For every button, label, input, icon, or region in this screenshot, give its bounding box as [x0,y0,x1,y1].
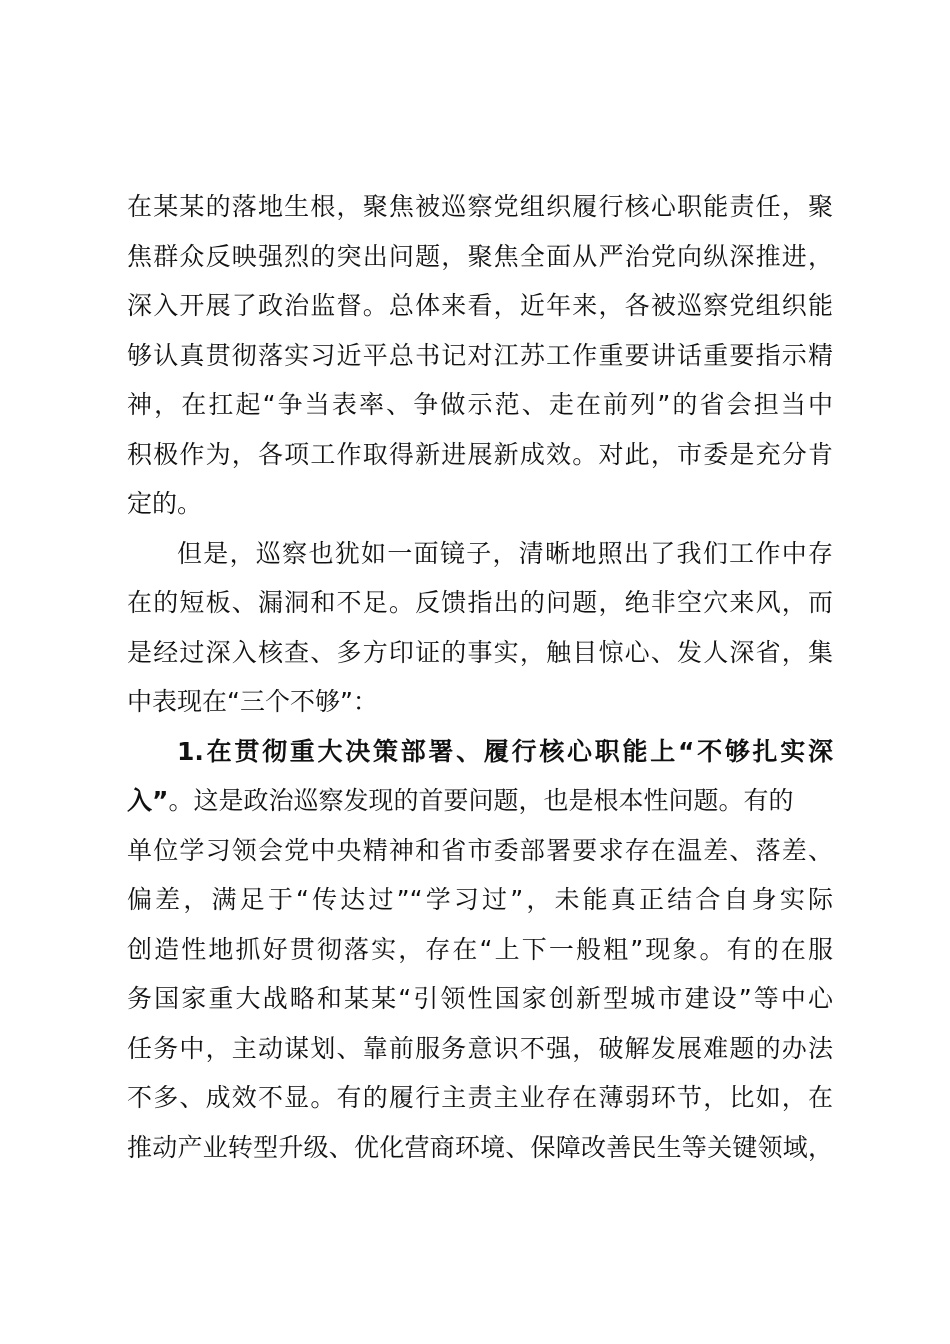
paragraph-line: 焦群众反映强烈的突出问题，聚焦全面从严治党向纵深推进， [127,241,833,271]
paragraph-line: 中表现在“三个不够”： [127,687,378,716]
paragraph-line: 神，在扛起“争当表率、争做示范、走在前列”的省会担当中 [127,390,833,419]
paragraph-line: 够认真贯彻落实习近平总书记对江苏工作重要讲话重要指示精 [127,340,833,370]
paragraph-line: 定的。 [127,489,203,518]
paragraph-line: 在某某的落地生根，聚焦被巡察党组织履行核心职能责任，聚 [127,192,833,221]
paragraph-line: 创造性地抓好贯彻落实，存在“上下一般粗”现象。有的在服 [127,934,833,964]
paragraph-line: 是经过深入核查、多方印证的事实，触目惊心、发人深省，集 [127,637,833,667]
paragraph-line: 推动产业转型升级、优化营商环境、保障改善民生等关键领域， [127,1132,833,1162]
paragraph-line: 任务中，主动谋划、靠前服务意识不强，破解发展难题的办法 [127,1033,833,1063]
paragraph-line-continuation: 。这是政治巡察发现的首要问题，也是根本性问题。有的 [168,786,794,815]
paragraph-line: 但是，巡察也犹如一面镜子，清晰地照出了我们工作中存 [177,538,833,568]
paragraph-line: 务国家重大战略和某某“引领性国家创新型城市建设”等中心 [127,984,833,1013]
body-text [127,182,833,1172]
mixed-line [127,776,833,826]
paragraph-line: 积极作为，各项工作取得新进展新成效。对此，市委是充分肯 [127,439,833,469]
section-heading-tail: 入” [127,786,169,815]
paragraph-line: 单位学习领会党中央精神和省市委部署要求存在温差、落差、 [127,835,833,865]
section-heading-line: 1.在贯彻重大决策部署、履行核心职能上“不够扎实深 [177,736,833,766]
paragraph-line: 深入开展了政治监督。总体来看，近年来，各被巡察党组织能 [127,291,833,320]
paragraph-line: 在的短板、漏洞和不足。反馈指出的问题，绝非空穴来风，而 [127,588,833,617]
paragraph-line: 偏差，满足于“传达过”“学习过”，未能真正结合自身实际 [127,885,833,914]
paragraph-line: 不多、成效不显。有的履行主责主业存在薄弱环节，比如，在 [127,1083,833,1112]
